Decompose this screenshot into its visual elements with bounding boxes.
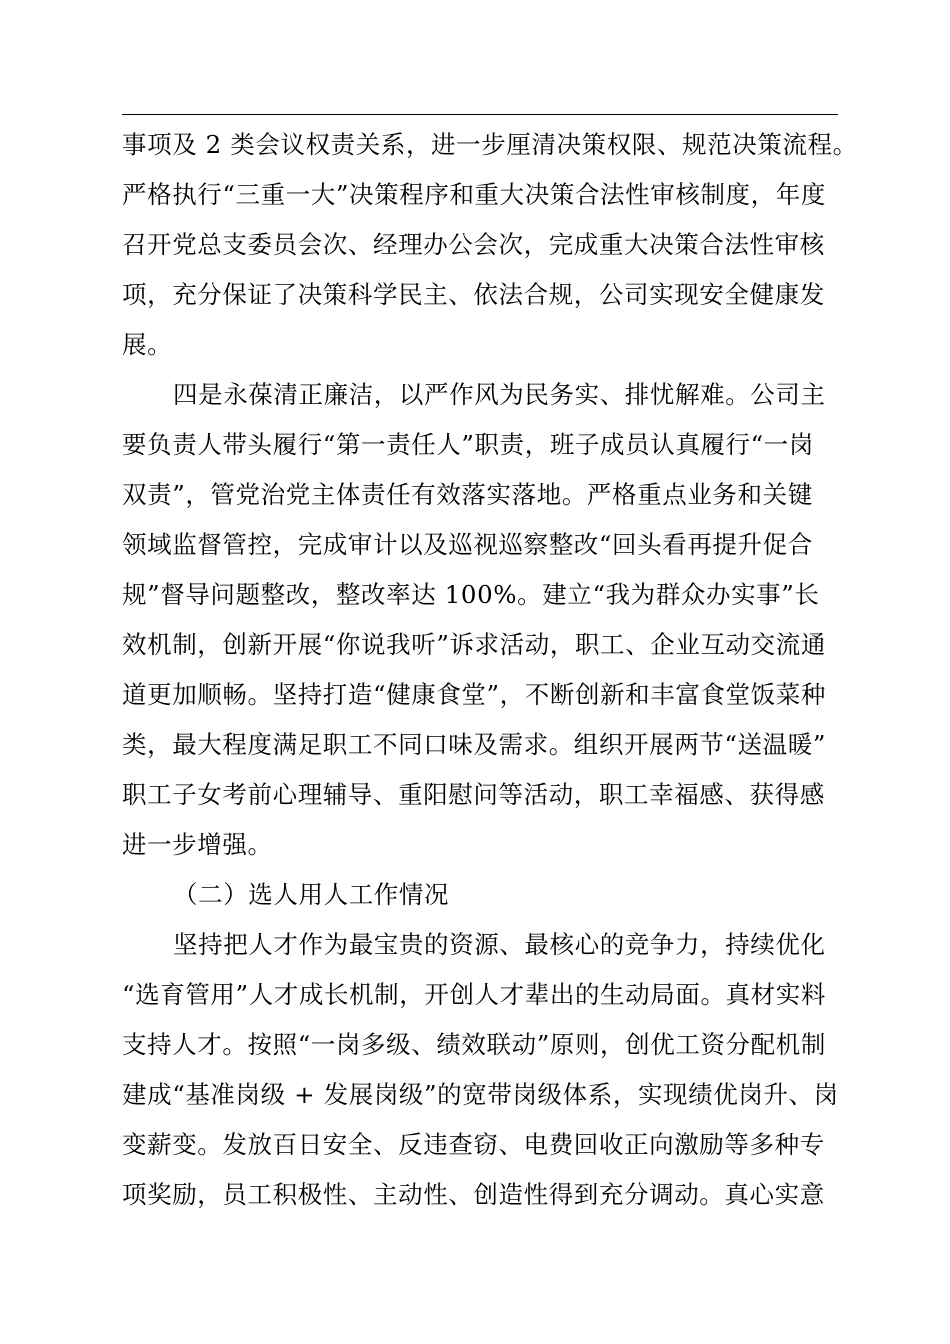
text-line: 展。 xyxy=(122,330,173,359)
header-rule-divider xyxy=(122,114,838,115)
text-line: 进一步增强。 xyxy=(122,830,273,859)
text-line: 支持人才。按照“一岗多级、绩效联动”原则，创优工资分配机制 xyxy=(122,1030,826,1059)
text-line: 变薪变。发放百日安全、反违查窃、电费回收正向激励等多种专 xyxy=(122,1130,825,1159)
text-line: 效机制，创新开展“你说我听”诉求活动，职工、企业互动交流通 xyxy=(122,630,826,659)
text-line: 项奖励，员工积极性、主动性、创造性得到充分调动。真心实意 xyxy=(122,1180,825,1209)
text-line: 规”督导问题整改，整改率达 100%。建立“我为群众办实事”长 xyxy=(122,580,820,609)
text-line: 双责”，管党治党主体责任有效落实落地。严格重点业务和关键 xyxy=(122,480,813,509)
text-line: “选育管用”人才成长机制，开创人才辈出的生动局面。真材实料 xyxy=(122,980,826,1009)
text-line: 要负责人带头履行“第一责任人”职责，班子成员认真履行“一岗 xyxy=(122,430,814,459)
text-line: 事项及 2 类会议权责关系，进一步厘清决策权限、规范决策流程。 xyxy=(122,130,858,159)
section-heading: （二）选人用人工作情况 xyxy=(173,880,450,909)
text-line: 召开党总支委员会次、经理办公会次，完成重大决策合法性审核 xyxy=(122,230,825,259)
document-body xyxy=(122,120,858,1220)
text-line: 领域监督管控，完成审计以及巡视巡察整改“回头看再提升促合 xyxy=(122,530,813,559)
paragraph-first-line: 四是永葆清正廉洁，以严作风为民务实、排忧解难。公司主 xyxy=(173,380,826,409)
text-line: 道更加顺畅。坚持打造“健康食堂”，不断创新和丰富食堂饭菜种 xyxy=(122,680,826,709)
text-line: 严格执行“三重一大”决策程序和重大决策合法性审核制度，年度 xyxy=(122,180,826,209)
text-line: 类，最大程度满足职工不同口味及需求。组织开展两节“送温暖” xyxy=(122,730,826,759)
text-line: 建成“基准岗级 + 发展岗级”的宽带岗级体系，实现绩优岗升、岗 xyxy=(122,1080,839,1109)
paragraph-first-line: 坚持把人才作为最宝贵的资源、最核心的竞争力，持续优化 xyxy=(173,930,826,959)
text-line: 项，充分保证了决策科学民主、依法合规，公司实现安全健康发 xyxy=(122,280,825,309)
text-line: 职工子女考前心理辅导、重阳慰问等活动，职工幸福感、获得感 xyxy=(122,780,825,809)
